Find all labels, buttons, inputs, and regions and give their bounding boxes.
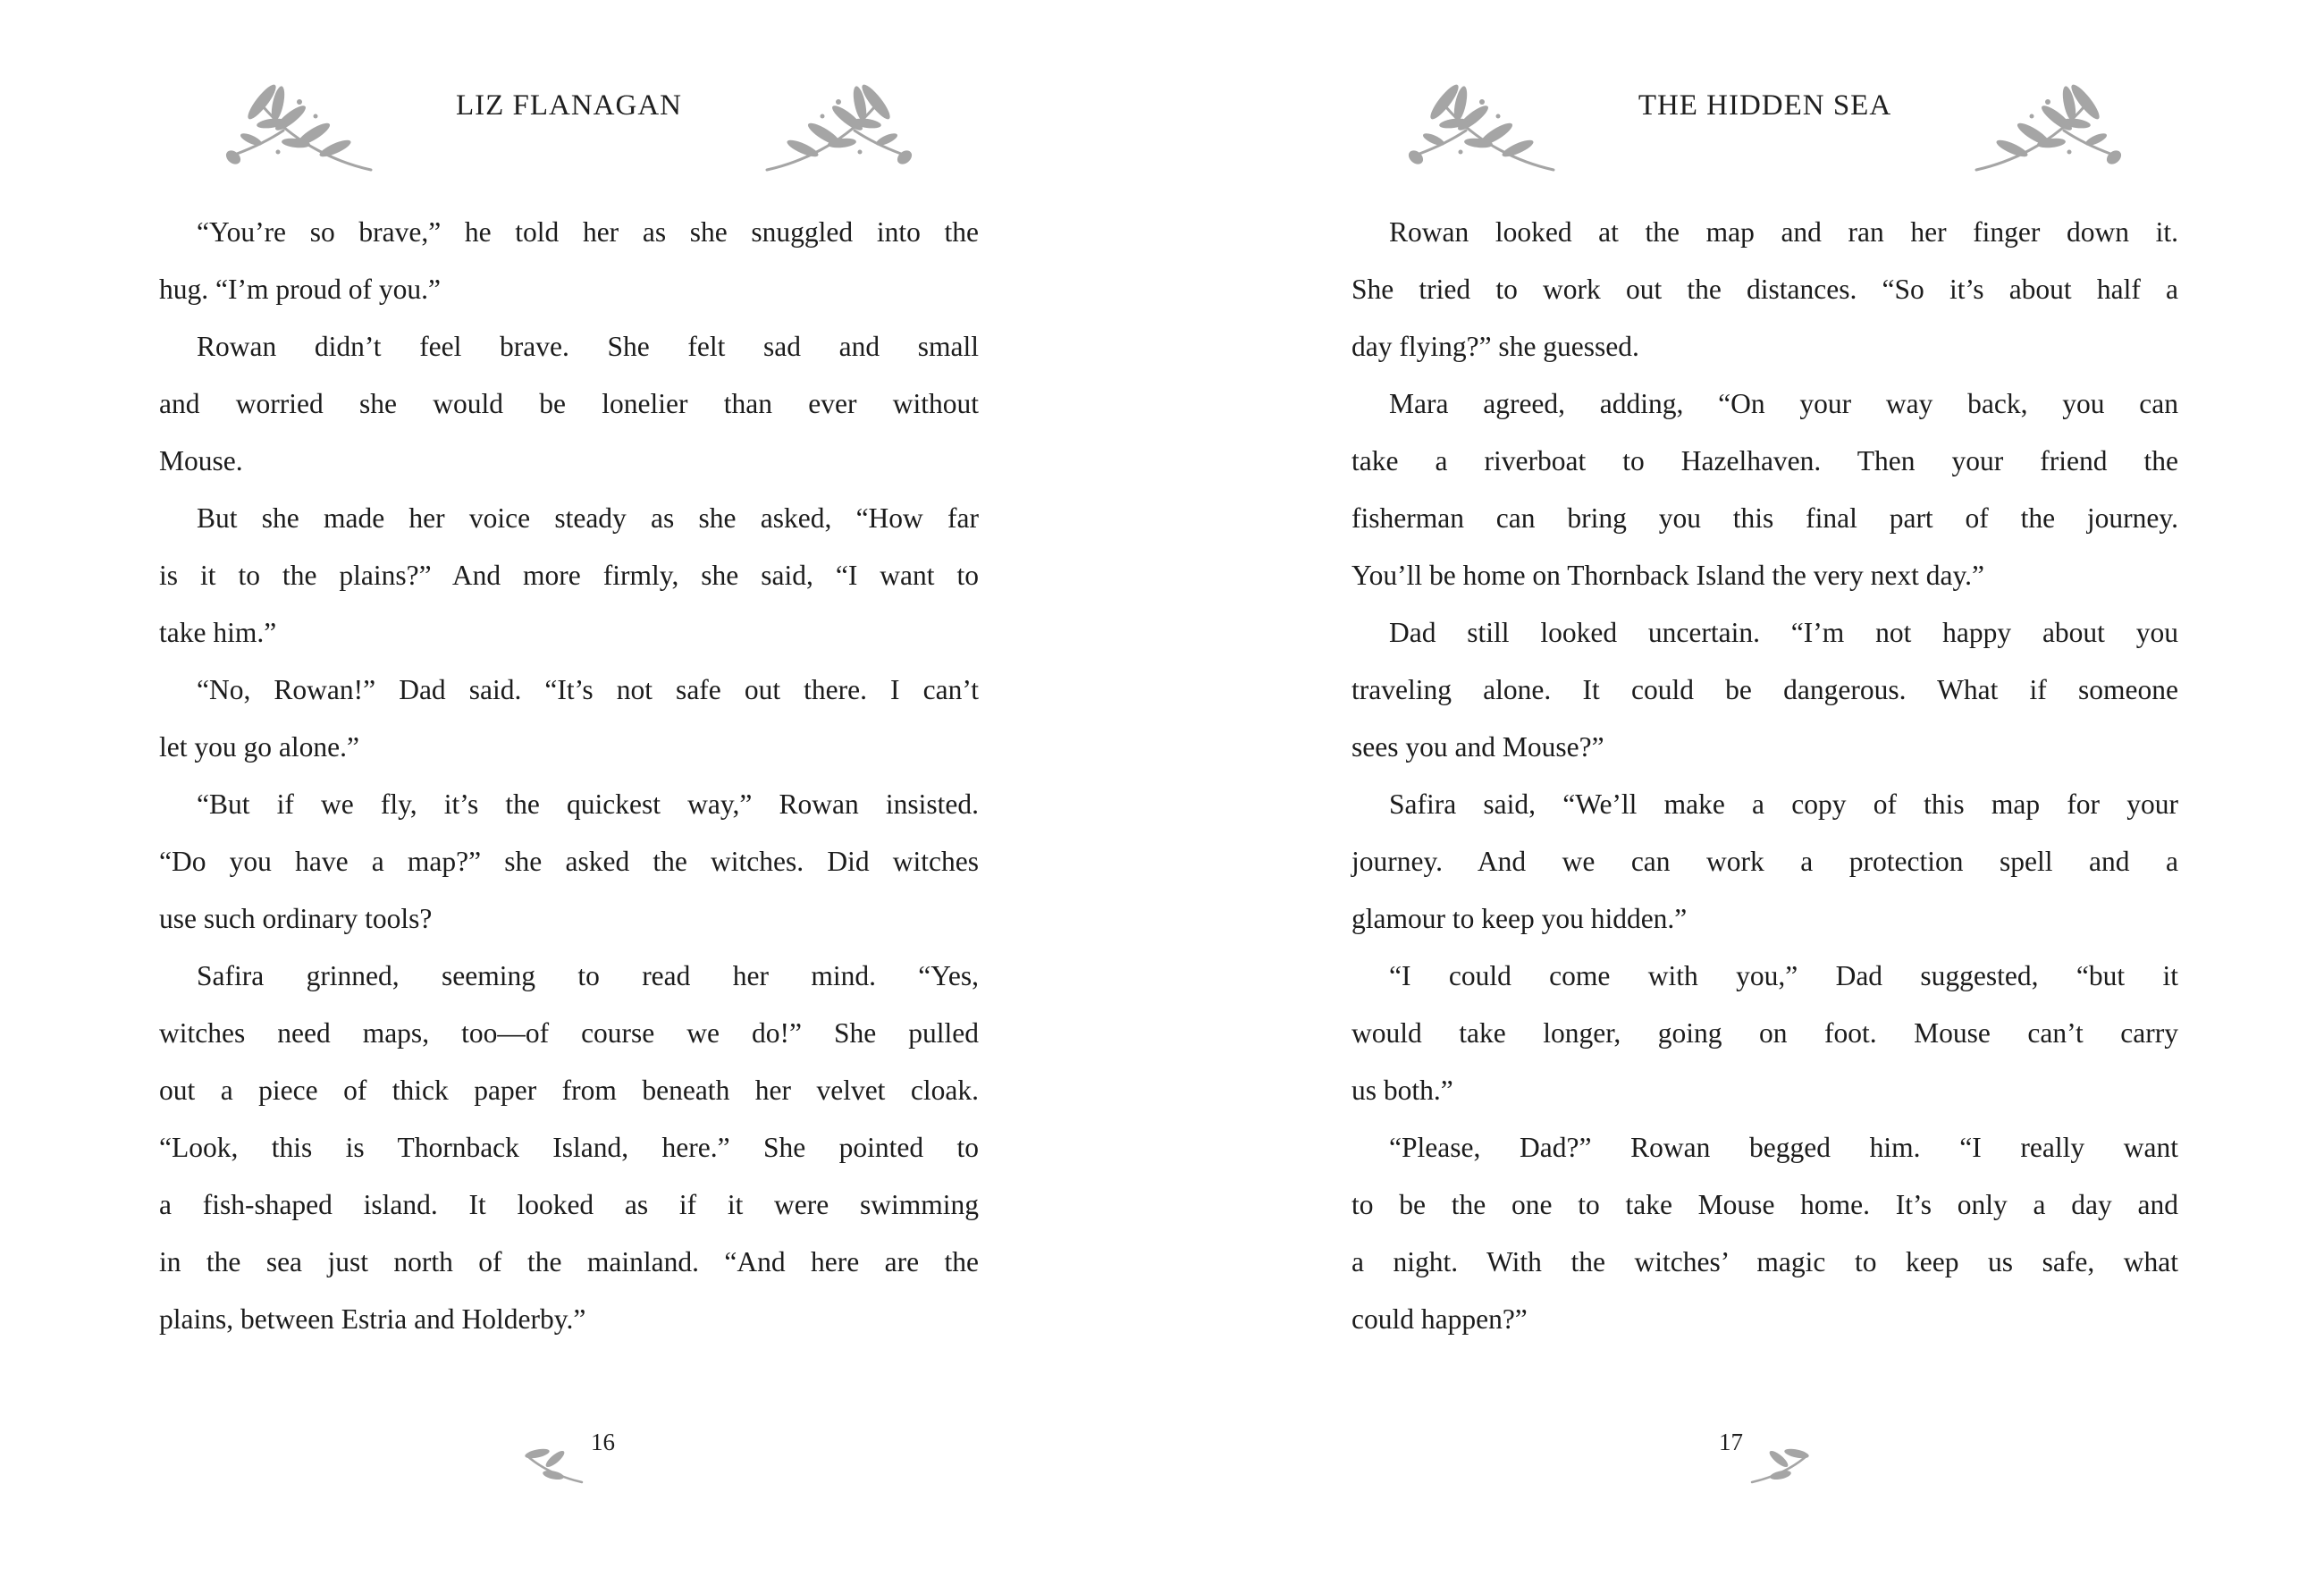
text-line: Safira said, “We’ll make a copy of this map for your <box>1389 788 2178 820</box>
paragraph <box>159 204 979 318</box>
text-line: Mara agreed, adding, “On your way back, you can <box>1389 388 2178 419</box>
text-line: fisherman can bring you this final part of the journey. <box>1351 502 2178 534</box>
text-line: journey. And we can work a protection spell and a <box>1351 846 2178 877</box>
text-line: Mouse. <box>159 445 243 476</box>
paragraph <box>1351 604 2178 776</box>
paragraph <box>159 948 979 1348</box>
paragraph <box>159 776 979 948</box>
text-line: out a piece of thick paper from beneath her velvet cloak. <box>159 1075 979 1106</box>
paragraph <box>1351 1119 2178 1348</box>
page-right-footer <box>1351 1420 2178 1488</box>
text-line: take a riverboat to Hazelhaven. Then your friend the <box>1351 445 2178 476</box>
text-line: a night. With the witches’ magic to keep us safe, what <box>1351 1246 2178 1277</box>
text-line: “I could come with you,” Dad suggested, “but it <box>1389 960 2178 991</box>
text-line: Rowan didn’t feel brave. She felt sad and small <box>197 331 979 362</box>
paragraph <box>1351 204 2178 375</box>
text-line: is it to the plains?” And more firmly, she said, “I want to <box>159 560 979 591</box>
text-line: You’ll be home on Thornback Island the very next day.” <box>1351 560 1985 591</box>
footer-sprig-icon <box>523 1441 585 1488</box>
text-line: would take longer, going on foot. Mouse can’t carry <box>1351 1017 2178 1049</box>
page-number: 17 <box>1719 1429 1743 1455</box>
page-number: 16 <box>591 1429 615 1455</box>
text-line: hug. “I’m proud of you.” <box>159 274 441 305</box>
leaf-branch-ornament-icon <box>1403 77 1560 173</box>
leaf-branch-ornament-icon <box>221 77 377 173</box>
text-line: plains, between Estria and Holderby.” <box>159 1303 586 1335</box>
text-line: us both.” <box>1351 1075 1453 1106</box>
text-line: traveling alone. It could be dangerous. What if someone <box>1351 674 2178 705</box>
text-line: “Do you have a map?” she asked the witches. Did witches <box>159 846 979 877</box>
page-right-body <box>1351 204 2178 1348</box>
text-line: to be the one to take Mouse home. It’s only a day and <box>1351 1189 2178 1220</box>
text-line: could happen?” <box>1351 1303 1528 1335</box>
paragraph <box>1351 776 2178 948</box>
text-line: “Please, Dad?” Rowan begged him. “I really want <box>1389 1132 2178 1163</box>
leaf-branch-ornament-icon <box>1970 77 2126 173</box>
text-line: “But if we fly, it’s the quickest way,” Rowan insisted. <box>197 788 979 820</box>
page-left-footer <box>159 1420 979 1488</box>
text-line: Safira grinned, seeming to read her mind. “Yes, <box>197 960 979 991</box>
footer-sprig-icon <box>1748 1441 1811 1488</box>
text-line: use such ordinary tools? <box>159 903 433 934</box>
text-line: let you go alone.” <box>159 731 359 763</box>
text-line: Rowan looked at the map and ran her finger down it. <box>1389 216 2178 248</box>
page-right <box>1162 0 2324 1585</box>
text-line: “Look, this is Thornback Island, here.” She pointed to <box>159 1132 979 1163</box>
text-line: witches need maps, too—of course we do!” She pulled <box>159 1017 979 1049</box>
text-line: She tried to work out the distances. “So it’s about half a <box>1351 274 2178 305</box>
paragraph <box>1351 375 2178 604</box>
paragraph <box>159 318 979 490</box>
paragraph <box>1351 948 2178 1119</box>
text-line: Dad still looked uncertain. “I’m not happy about you <box>1389 617 2178 648</box>
running-header-title: LIZ FLANAGAN <box>456 89 682 122</box>
page-left-body <box>159 204 979 1348</box>
paragraph <box>159 662 979 776</box>
running-header-right <box>1351 77 2178 173</box>
text-line: and worried she would be lonelier than ever without <box>159 388 979 419</box>
paragraph <box>159 490 979 662</box>
text-line: “You’re so brave,” he told her as she snuggled into the <box>197 216 979 248</box>
text-line: in the sea just north of the mainland. “And here are the <box>159 1246 979 1277</box>
text-line: a fish-shaped island. It looked as if it were swimming <box>159 1189 979 1220</box>
text-line: take him.” <box>159 617 277 648</box>
text-line: glamour to keep you hidden.” <box>1351 903 1688 934</box>
text-line: sees you and Mouse?” <box>1351 731 1604 763</box>
text-line: But she made her voice steady as she asked, “How far <box>197 502 979 534</box>
text-line: “No, Rowan!” Dad said. “It’s not safe out there. I can’t <box>197 674 979 705</box>
running-header-left <box>159 77 979 173</box>
leaf-branch-ornament-icon <box>761 77 917 173</box>
running-header-title: THE HIDDEN SEA <box>1638 89 1892 122</box>
text-line: day flying?” she guessed. <box>1351 331 1639 362</box>
